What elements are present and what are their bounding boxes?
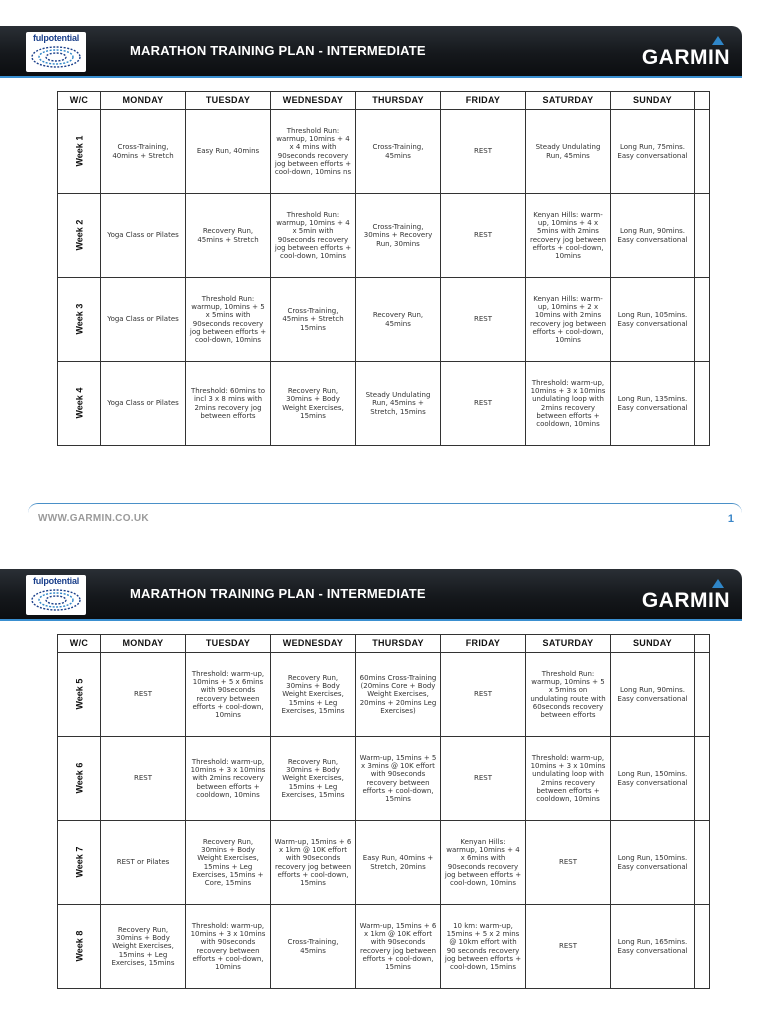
friday-cell: REST (441, 737, 526, 821)
wednesday-cell: Warm-up, 15mins + 6 x 1km @ 10K effort with 90seconds recovery jog between efforts + cool-down, 15mins (271, 821, 356, 905)
column-header-tuesday: TUESDAY (186, 92, 271, 110)
friday-cell: REST (441, 653, 526, 737)
sunday-cell: Long Run, 105mins. Easy conversational (611, 278, 695, 362)
tuesday-cell: Easy Run, 40mins (186, 110, 271, 194)
footer-url-link[interactable]: WWW.GARMIN.CO.UK (38, 513, 149, 524)
monday-cell: Cross-Training, 40mins + Stretch (101, 110, 186, 194)
blank-cell (695, 110, 710, 194)
tuesday-cell: Threshold: warm-up, 10mins + 3 x 10mins with 90seconds recovery between efforts + cool-down, 10mins (186, 905, 271, 989)
blank-cell (695, 737, 710, 821)
column-header-wc: W/C (58, 635, 101, 653)
week-label: Week 2 (73, 219, 84, 251)
column-header-sunday: SUNDAY (611, 635, 695, 653)
sunday-cell: Long Run, 90mins. Easy conversational (611, 653, 695, 737)
week-label-cell (58, 821, 101, 905)
tuesday-cell: Recovery Run, 45mins + Stretch (186, 194, 271, 278)
saturday-cell: Kenyan Hills: warm-up, 10mins + 2 x 10mins with 2mins recovery jog between efforts + cool-down, 10mins (526, 278, 611, 362)
wednesday-cell: Threshold Run: warmup, 10mins + 4 x 5min with 90seconds recovery jog between efforts + cool-down, 10mins (271, 194, 356, 278)
monday-cell: Yoga Class or Pilates (101, 362, 186, 446)
page-title: MARATHON TRAINING PLAN - INTERMEDIATE (130, 586, 426, 601)
wednesday-cell: Cross-Training, 45mins (271, 905, 356, 989)
week-label-cell (58, 905, 101, 989)
column-header-tuesday: TUESDAY (186, 635, 271, 653)
table-row (58, 653, 710, 737)
week-label: Week 7 (73, 846, 84, 878)
wednesday-cell: Threshold Run: warmup, 10mins + 4 x 4 mins with 90seconds recovery jog between efforts + cool-down, 10mins ns (271, 110, 356, 194)
training-table-page-1 (57, 91, 710, 446)
column-header-wednesday: WEDNESDAY (271, 92, 356, 110)
table-header-row (58, 635, 710, 653)
table-row (58, 821, 710, 905)
sunday-cell: Long Run, 150mins. Easy conversational (611, 821, 695, 905)
blank-cell (695, 653, 710, 737)
garmin-triangle-icon (712, 36, 724, 45)
week-label: Week 5 (73, 678, 84, 710)
blank-cell (695, 278, 710, 362)
table-row (58, 110, 710, 194)
column-header-saturday: SATURDAY (526, 92, 611, 110)
thursday-cell: Warm-up, 15mins + 6 x 1km @ 10K effort with 90seconds recovery jog between efforts + cool-down, 15mins (356, 905, 441, 989)
monday-cell: Yoga Class or Pilates (101, 278, 186, 362)
week-label: Week 6 (73, 762, 84, 794)
week-label: Week 4 (73, 387, 84, 419)
blank-column-header (695, 635, 710, 653)
week-label-cell (58, 362, 101, 446)
column-header-saturday: SATURDAY (526, 635, 611, 653)
saturday-cell: REST (526, 905, 611, 989)
garmin-logo: GARMIN (641, 589, 730, 612)
wednesday-cell: Recovery Run, 30mins + Body Weight Exercises, 15mins (271, 362, 356, 446)
column-header-friday: FRIDAY (441, 92, 526, 110)
page-2-header-banner (0, 569, 742, 621)
blank-cell (695, 194, 710, 278)
week-label-cell (58, 194, 101, 278)
column-header-monday: MONDAY (101, 635, 186, 653)
logo-text: fulpotential (32, 33, 80, 43)
sunday-cell: Long Run, 90mins. Easy conversational (611, 194, 695, 278)
fulpotential-logo (26, 575, 86, 615)
week-label: Week 3 (73, 303, 84, 335)
thursday-cell: Warm-up, 15mins + 5 x 3mins @ 10K effort with 90seconds recovery between efforts + cool-down, 15mins (356, 737, 441, 821)
column-header-sunday: SUNDAY (611, 92, 695, 110)
table-header-row (58, 92, 710, 110)
sunday-cell: Long Run, 165mins. Easy conversational (611, 905, 695, 989)
monday-cell: Yoga Class or Pilates (101, 194, 186, 278)
week-label: Week 8 (73, 930, 84, 962)
table-row (58, 278, 710, 362)
friday-cell: REST (441, 278, 526, 362)
thursday-cell: Steady Undulating Run, 45mins + Stretch, 15mins (356, 362, 441, 446)
sunday-cell: Long Run, 75mins. Easy conversational (611, 110, 695, 194)
week-label: Week 1 (73, 135, 84, 167)
week-label-cell (58, 278, 101, 362)
page-footer (28, 503, 742, 531)
thursday-cell: Cross-Training, 30mins + Recovery Run, 30mins (356, 194, 441, 278)
monday-cell: REST (101, 737, 186, 821)
sunday-cell: Long Run, 150mins. Easy conversational (611, 737, 695, 821)
garmin-logo: GARMIN (641, 46, 730, 69)
thursday-cell: Cross-Training, 45mins (356, 110, 441, 194)
column-header-wednesday: WEDNESDAY (271, 635, 356, 653)
monday-cell: REST (101, 653, 186, 737)
thursday-cell: Easy Run, 40mins + Stretch, 20mins (356, 821, 441, 905)
table-row (58, 362, 710, 446)
friday-cell: REST (441, 194, 526, 278)
tuesday-cell: Recovery Run, 30mins + Body Weight Exercises, 15mins + Leg Exercises, 15mins + Core, 15mins (186, 821, 271, 905)
column-header-thursday: THURSDAY (356, 92, 441, 110)
saturday-cell: Kenyan Hills: warm-up, 10mins + 4 x 5mins with 2mins recovery jog between efforts + cool-down, 10mins (526, 194, 611, 278)
friday-cell: REST (441, 362, 526, 446)
column-header-thursday: THURSDAY (356, 635, 441, 653)
table-row (58, 194, 710, 278)
tuesday-cell: Threshold: warm-up, 10mins + 5 x 6mins with 90seconds recovery between efforts + cool-down, 10mins (186, 653, 271, 737)
blank-column-header (695, 92, 710, 110)
saturday-cell: Threshold: warm-up, 10mins + 3 x 10mins undulating loop with 2mins recovery between efforts + cooldown, 10mins (526, 737, 611, 821)
monday-cell: Recovery Run, 30mins + Body Weight Exercises, 15mins + Leg Exercises, 15mins (101, 905, 186, 989)
training-table-page-2 (57, 634, 710, 989)
blank-cell (695, 821, 710, 905)
thursday-cell: 60mins Cross-Training (20mins Core + Body Weight Exercises, 20mins + 20mins Leg Exercises) (356, 653, 441, 737)
column-header-friday: FRIDAY (441, 635, 526, 653)
friday-cell: 10 km: warm-up, 15mins + 5 x 2 mins @ 10km effort with 90 seconds recovery jog between efforts + cool-down, 15mins (441, 905, 526, 989)
logo-text: fulpotential (32, 576, 80, 586)
saturday-cell: REST (526, 821, 611, 905)
tuesday-cell: Threshold: 60mins to incl 3 x 8 mins with 2mins recovery jog between efforts (186, 362, 271, 446)
wednesday-cell: Recovery Run, 30mins + Body Weight Exercises, 15mins + Leg Exercises, 15mins (271, 737, 356, 821)
wednesday-cell: Recovery Run, 30mins + Body Weight Exercises, 15mins + Leg Exercises, 15mins (271, 653, 356, 737)
swirl-logo-icon (30, 588, 82, 612)
column-header-monday: MONDAY (101, 92, 186, 110)
thursday-cell: Recovery Run, 45mins (356, 278, 441, 362)
friday-cell: REST (441, 110, 526, 194)
page-title: MARATHON TRAINING PLAN - INTERMEDIATE (130, 43, 426, 58)
tuesday-cell: Threshold Run: warmup, 10mins + 5 x 5mins with 90seconds recovery jog between efforts + cool-down, 10mins (186, 278, 271, 362)
week-label-cell (58, 737, 101, 821)
garmin-triangle-icon (712, 579, 724, 588)
table-row (58, 737, 710, 821)
saturday-cell: Threshold Run: warmup, 10mins + 5 x 5mins on undulating route with 60seconds recovery between efforts (526, 653, 611, 737)
swirl-logo-icon (30, 45, 82, 69)
tuesday-cell: Threshold: warm-up, 10mins + 3 x 10mins with 2mins recovery between efforts + cooldown, 10mins (186, 737, 271, 821)
fulpotential-logo (26, 32, 86, 72)
table-row (58, 905, 710, 989)
blank-cell (695, 362, 710, 446)
wednesday-cell: Cross-Training, 45mins + Stretch 15mins (271, 278, 356, 362)
column-header-wc: W/C (58, 92, 101, 110)
page-1-header-banner (0, 26, 742, 78)
friday-cell: Kenyan Hills: warmup, 10mins + 4 x 6mins with 90seconds recovery jog between efforts + cool-down, 10mins (441, 821, 526, 905)
week-label-cell (58, 653, 101, 737)
page-number: 1 (727, 513, 734, 525)
week-label-cell (58, 110, 101, 194)
saturday-cell: Threshold: warm-up, 10mins + 3 x 10mins undulating loop with 2mins recovery between efforts + cooldown, 10mins (526, 362, 611, 446)
monday-cell: REST or Pilates (101, 821, 186, 905)
sunday-cell: Long Run, 135mins. Easy conversational (611, 362, 695, 446)
saturday-cell: Steady Undulating Run, 45mins (526, 110, 611, 194)
blank-cell (695, 905, 710, 989)
